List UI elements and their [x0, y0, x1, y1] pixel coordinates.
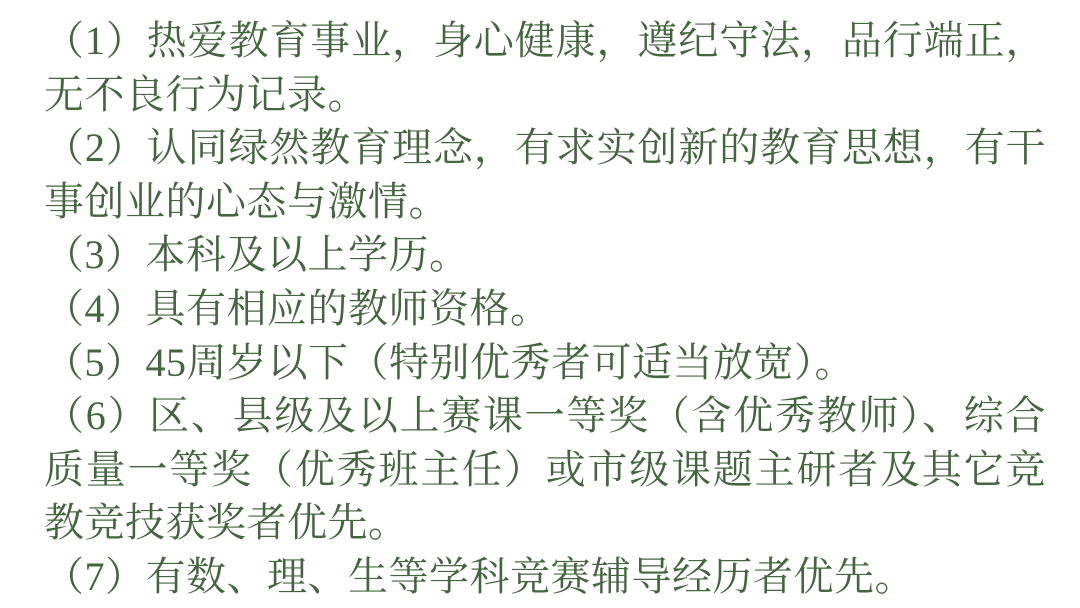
requirement-item-1: （1）热爱教育事业，身心健康，遵纪守法，品行端正，无不良行为记录。: [44, 18, 1046, 117]
requirement-item-6: （6）区、县级及以上赛课一等奖（含优秀教师）、综合质量一等奖（优秀班主任）或市级课题主研者及其它竞教竞技获奖者优先。: [44, 393, 1046, 546]
requirement-item-7: （7）有数、理、生等学科竞赛辅导经历者优先。: [44, 553, 915, 599]
requirement-item-5: （5）45周岁以下（特别优秀者可适当放宽）。: [44, 339, 855, 385]
requirement-item-4: （4）具有相应的教师资格。: [44, 285, 551, 331]
requirement-item-3: （3）本科及以上学历。: [44, 232, 470, 278]
requirement-item-2: （2）认同绿然教育理念，有求实创新的教育思想，有干事创业的心态与激情。: [44, 125, 1046, 224]
